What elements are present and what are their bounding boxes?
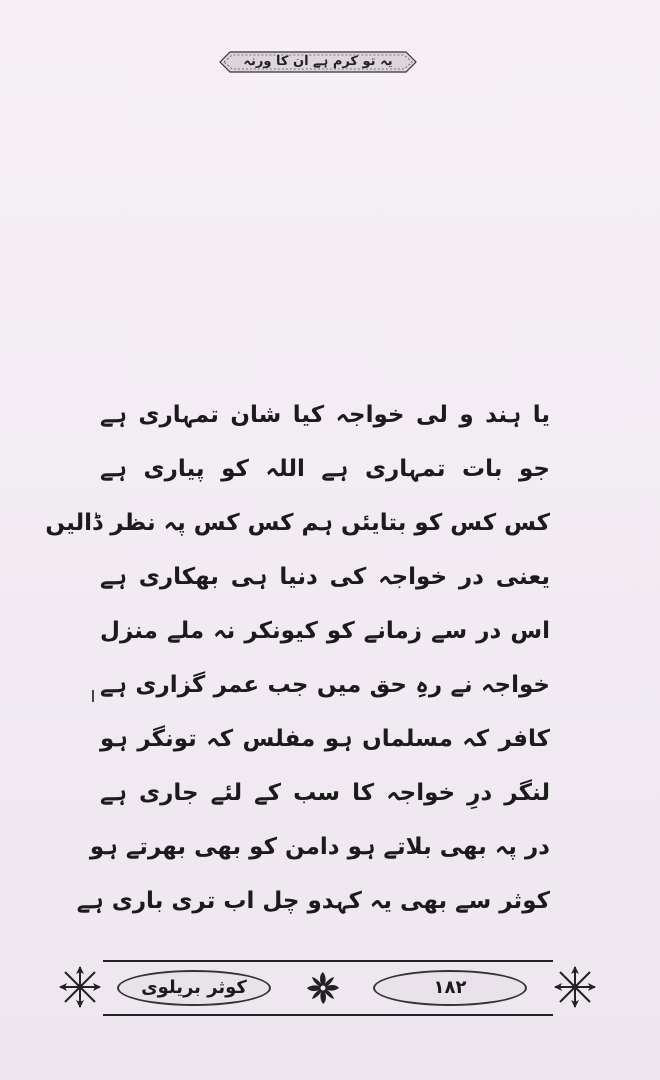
verse-line: اس در سے زمانے کو کیونکر نہ ملے منزل [100,618,550,644]
margin-mark [92,690,94,702]
page-footer [55,956,600,1022]
pinwheel-ornament-icon [305,970,341,1006]
running-header [218,50,418,74]
verse-line: در پہ بھی بلاتے ہو دامن کو بھی بھرتے ہو [89,834,550,860]
footer-rule-top [103,960,553,962]
page-number: ۱۸۲ [433,977,467,998]
verse-line: کوثر سے بھی یہ کہدو چل اب تری باری ہے [76,888,550,914]
running-header-title: یہ تو کرم ہے ان کا ورنہ [243,54,393,69]
author-name: کوثر بریلوی [141,977,247,998]
verse-line: کس کس کو بتایئں ہم کس کس پہ نظر ڈالیں [45,510,550,536]
page-number-oval [373,970,527,1006]
poem-body [45,388,550,928]
verse-line: خواجہ نے رہِ حق میں جب عمر گزاری ہے [100,672,550,698]
verse-line: لنگر درِ خواجہ کا سب کے لئے جاری ہے [100,780,550,806]
verse-line: جو بات تمہاری ہے اللہ کو پیاری ہے [100,456,550,482]
star-ornament-icon [552,964,598,1010]
star-ornament-icon [57,964,103,1010]
author-oval [117,970,271,1006]
verse-line: یا ہند و لی خواجہ کیا شان تمہاری ہے [100,402,550,428]
footer-rule-bottom [103,1014,553,1016]
verse-line: یعنی در خواجہ کی دنیا ہی بھکاری ہے [100,564,550,590]
verse-line: کافر کہ مسلماں ہو مفلس کہ تونگر ہو [100,726,550,752]
